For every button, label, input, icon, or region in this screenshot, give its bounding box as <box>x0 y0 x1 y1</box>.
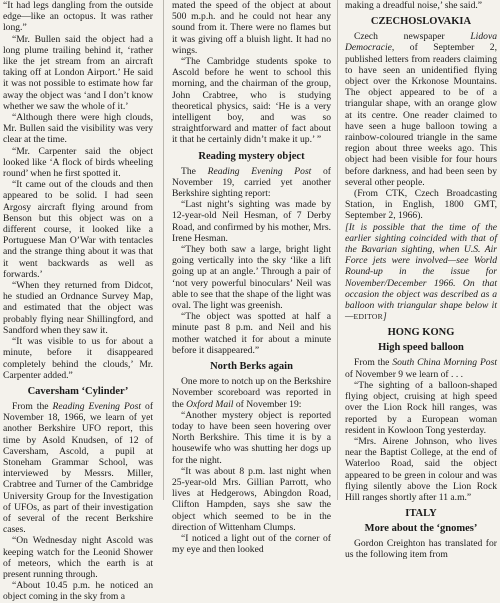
paragraph: “They both saw a large, bright light going vertically into the sky ‘like a lift going up at an angle.’ Through a pair of ‘not very powerful binoculars’ Neil was able to see that the shape of the light was oval. The light was greenish. <box>172 244 331 312</box>
text-run: of November 19: <box>233 398 302 410</box>
paragraph: “About 10.45 p.m. he noticed an object coming in the sky from a <box>3 580 153 603</box>
text-run: Czech newspaper <box>354 31 471 43</box>
country-heading: CZECHOSLOVAKIA <box>370 16 472 28</box>
paragraph: mated the speed of the object at about 500 m.p.h. and he could not hear any sound from it. There were no flames but it was giving off a bluish light. It had no wings. <box>172 0 331 56</box>
paragraph: “Mr. Bullen said the object had a long plume trailing behind it, ‘rather like the jet stream from an aircraft taking off at London Airport.’ He said it was not possible to estimate how far away the object was ‘and I don’t know whether we saw the whole of it.’ <box>3 33 153 112</box>
publication-name: Reading Evening Post <box>52 400 142 412</box>
text-run: From the <box>12 400 53 412</box>
paragraph: “The Cambridge students spoke to Ascold before he went to school this morning, and the chairman of the group, John Crabtree, who is studying theoretical physics, said: ‘He is a very intelligent boy, and was so straightforward and matter of fact about it that he certainly didn’t make it up.’ ” <box>172 56 331 146</box>
paragraph: “Last night’s sighting was made by 12-year-old Neil Hesman, of 7 Derby Road, and confirmed by his mother, Mrs. Irene Hesman. <box>172 199 331 244</box>
publication-name: Oxford Mail <box>186 398 234 410</box>
text-run: [It is possible that the time of the earlier sighting coincided with that of the Bavarian sighting, when U.S. Air Force jets were involved—see World Round-up in the issue for November/December 1966. On that occasion the object was described as a balloon with triangular shape below it— <box>345 221 497 323</box>
text-run: One more to notch up on the Berkshire November scoreboard was reported in the <box>172 376 331 410</box>
paragraph: “Mr. Carpenter said the object looked like ‘A flock of birds wheeling round’ when he first spotted it. <box>3 145 153 180</box>
paragraph <box>345 31 497 188</box>
column-2 <box>172 0 331 556</box>
section-heading: Caversham ‘Cylinder’ <box>27 385 129 397</box>
country-heading: ITALY <box>405 508 437 520</box>
paragraph <box>172 166 331 200</box>
paragraph <box>3 401 153 535</box>
paragraph: “Another mystery object is reported today to have been seen hovering over North Berkshire. This time it is by a housewife who was shutting her dogs up for the night. <box>172 409 331 466</box>
section-heading: North Berks again <box>210 361 293 373</box>
publication-name: Lidova Democracie <box>345 31 497 54</box>
text-run: of November 18, 1966, we learn of yet another Berkshire UFO report, this time by Asold Knudsen, of 12 of Caversham, Ascold, a pupil at Stoneham Grammar School, was interviewed by Messrs. Miller, Crabtree and Turner of the Cambridge University Group for the Investigation of UFOs, as part of their investigation of several of the recent Berkshire cases. <box>3 400 154 536</box>
paragraph: “The sighting of a balloon-shaped flying object, cruising at high speed over the Lion Rock hill ranges, was reported by a European woman resident in Kowloon Tong yesterday. <box>345 379 497 436</box>
publication-name: Reading Evening Post <box>207 165 312 177</box>
paragraph: (From CTK, Czech Broadcasting Station, in English, 1800 GMT, September 2, 1966). <box>345 188 497 222</box>
publication-name: South China Morning Post <box>392 357 497 369</box>
paragraph: Gordon Creighton has translated for us the following item from <box>345 538 497 561</box>
paragraph <box>172 376 331 410</box>
text-run: of November 19, carried yet another Berkshire sighting report: <box>172 165 331 200</box>
paragraph: “It was visible to us for about a minute, before it disappeared completely behind the clouds,’ Mr. Carpenter added.” <box>3 336 153 381</box>
text-run: of November 9 we learn of . . . <box>345 368 464 380</box>
editor-note <box>345 222 497 323</box>
section-heading: High speed balloon <box>378 342 464 354</box>
paragraph: “Mrs. Airene Johnson, who lives near the Baptist College, at the end of Waterloo Road, said the object appeared to be green in colour and was flying silently above the Lion Rock Hill ranges shortly after 11 a.m.” <box>345 435 497 503</box>
paragraph: “The object was spotted at half a minute past 8 p.m. and Neil and his mother watched it for about a minute before it disappeared.” <box>172 311 331 356</box>
editor-credit: EDITOR <box>353 312 384 322</box>
paragraph: making a dreadful noise,’ she said.” <box>345 0 483 11</box>
section-heading: More about the ‘gnomes’ <box>364 523 478 535</box>
paragraph: “On Wednesday night Ascold was keeping watch for the Leonid Shower of meteors, which the earth is at present running through. <box>3 535 153 580</box>
column-3 <box>345 0 497 561</box>
text-run: From the <box>354 357 393 369</box>
column-rule-1 <box>163 0 164 500</box>
section-heading: Reading mystery object <box>198 150 305 162</box>
country-heading: HONG KONG <box>387 327 455 339</box>
paragraph <box>345 357 497 379</box>
paragraph: “I noticed a light out of the corner of my eye and then looked <box>172 532 331 556</box>
paragraph: “It was about 8 p.m. last night when 25-year-old Mrs. Gillian Parrott, who lives at Hedgerows, Abingdon Road, Clifton Hampden, says she saw the object which seemed to be in the direction of Wittenham Clumps. <box>172 465 331 533</box>
column-rule-2 <box>337 0 338 500</box>
column-1 <box>3 0 154 603</box>
paragraph: “It came out of the clouds and then appeared to be solid. I had seen Argosy aircraft flying around from Benson but this object was on a different course, it looked like a Portuguese Man O’War with tentacles and the strange thing about it was that it went backwards as well as forwards.’ <box>3 179 153 280</box>
paragraph: “When they returned from Didcot, he studied an Ordnance Survey Map, and estimated that the object was probably flying near Shillingford, and Sandford when they saw it. <box>3 280 153 336</box>
paragraph: “Although there were high clouds, Mr. Bullen said the visibility was very clear at the time. <box>3 112 153 146</box>
text-run: The <box>181 165 208 177</box>
paragraph: “It had legs dangling from the outside edge—like an octopus. It was rather long.” <box>3 0 153 34</box>
text-run: , of September 2, published letters from readers claiming to have seen an unidentified flying object over the Krkonose Mountains. The object appeared to be of a triangular shape, with an orange glow at its centre. One reader claimed to have seen a huge balloon towing a rainbow-coloured triangle in the same region about three weeks ago. This object had been visible for four hours before darkness, and had been seen by several other people. <box>345 42 497 188</box>
text-run: ] <box>383 311 387 323</box>
